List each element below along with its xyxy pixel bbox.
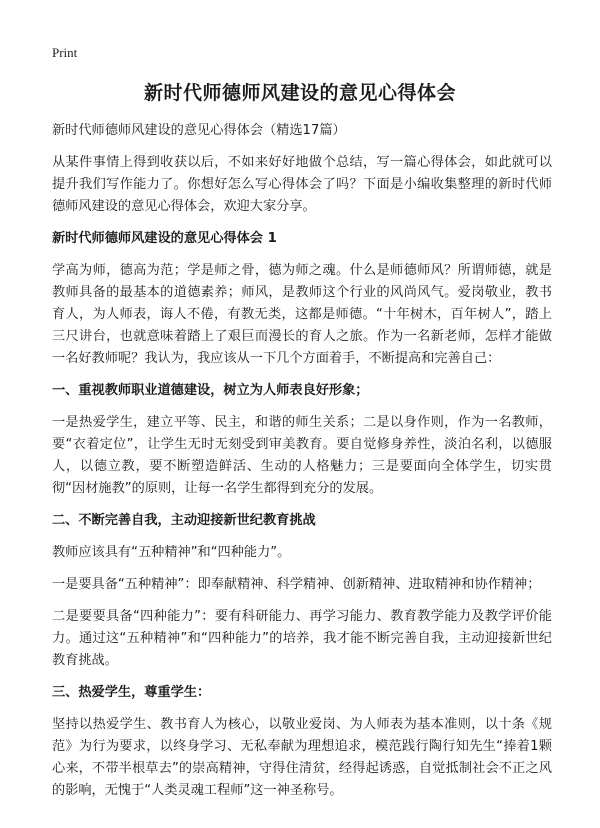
paragraph-1: 学高为师，德高为范；学是师之骨，德为师之魂。什么是师德师风？所谓师德，就是教师具备的最基本的道德素养；师风，是教师这个行业的风尚风气。爱岗敬业，教书育人，为人师表，诲人不倦，有教无类，这都是师德。“十年树木，百年树人”，踏上三尺讲台，也就意味着踏上了艰巨而漫长的育人之旅。作为一名新老师，怎样才能做一名好教师呢？我认为，我应该从一下几个方面着手，不断提高和完善自己： bbox=[52, 263, 552, 366]
intro-paragraph: 从某件事情上得到收获以后，不如来好好地做个总结，写一篇心得体会，如此就可以提升我们写作能力了。你想好怎么写心得体会了吗？下面是小编收集整理的新时代师德师风建设的意见心得体会，欢迎大家分享。 bbox=[52, 155, 552, 214]
paragraph-5: 二是要要具备“四种能力”：要有科研能力、再学习能力、教育教学能力及教学评价能力。通过这“五种精神”和“四种能力”的培养，我才能不断完善自我，主动迎接新世纪教育挑战。 bbox=[52, 609, 552, 668]
paragraph-6: 坚持以热爱学生、教书育人为核心，以敬业爱岗、为人师表为基本准则，以十条《规范》为行为要求，以终身学习、无私奉献为理想追求，模范践行陶行知先生“捧着1颗心来，不带半根草去”的崇高精神，守得住清贫，经得起诱惑，自觉抵制社会不正之风的影响，无愧于“人类灵魂工程师”这一神圣称号。 bbox=[52, 717, 552, 798]
paragraph-2: 一是热爱学生，建立平等、民主，和谐的师生关系；二是以身作则，作为一名教师，要“衣着定位”，让学生无时无刻受到审美教育。要自觉修身养性，淡泊名利，以德服人，以德立教，要不断塑造鲜活、生动的人格魅力；三是要面向全体学生，切实贯彻“因材施教”的原则，让每一名学生都得到充分的发展。 bbox=[52, 415, 552, 496]
article-subtitle: 新时代师德师风建设的意见心得体会（精选17篇） bbox=[52, 123, 346, 138]
heading-2: 二、不断完善自我，主动迎接新世纪教育挑战 bbox=[52, 513, 316, 528]
heading-3: 三、热爱学生，尊重学生： bbox=[52, 685, 211, 700]
print-link[interactable]: Print bbox=[52, 45, 78, 60]
section-title: 新时代师德师风建设的意见心得体会 1 bbox=[52, 231, 277, 246]
paragraph-3: 教师应该具有“五种精神”和“四种能力”。 bbox=[52, 545, 291, 560]
paragraph-4: 一是要具备“五种精神”：即奉献精神、科学精神、创新精神、进取精神和协作精神； bbox=[52, 577, 541, 592]
article-body bbox=[52, 120, 552, 812]
heading-1: 一、重视教师职业道德建设，树立为人师表良好形象； bbox=[52, 383, 369, 398]
page-title: 新时代师德师风建设的意见心得体会 bbox=[143, 82, 456, 104]
